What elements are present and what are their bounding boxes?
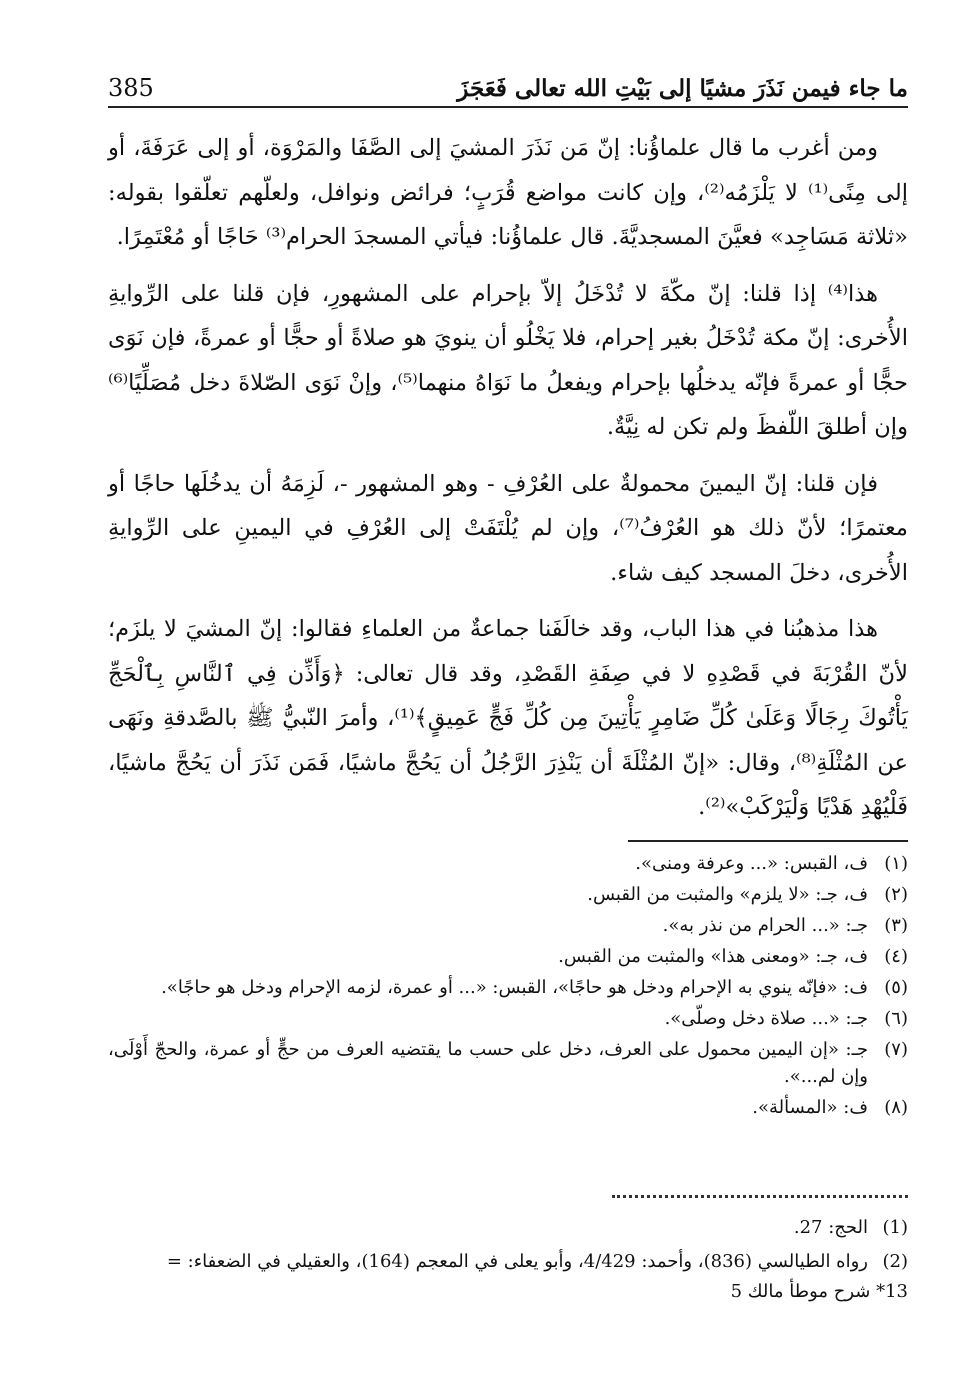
footnote-text: ف: «المسألة». (752, 1097, 868, 1118)
footnote-number: (٢) (884, 884, 908, 905)
paragraph: هذا⁽⁴⁾ إذا قلنا: إنّ مكّةَ لا تُدْخَلُ إلاّ بإحرام على المشهورِ، فإن قلنا على الرِّوايةِ الأُخرى: إنّ مكة تُدْخَلُ بغير إحرام، فلا يَخْلُو أن ينويَ هو صلاةً أو حجًّا أو عمرةً، فإن نَوَى حجًّا أو عمرةً فإنّه يدخلُها بإحرام ويفعلُ ما نَوَاهُ منهما⁽⁵⁾، وإنْ نَوَى الصّلاةَ دخل مُصَلِّيًا⁽⁶⁾ وإن أطلقَ اللّفظَ ولم تكن له نِيَّةٌ. (108, 280, 908, 440)
editor-footnotes (108, 850, 908, 1125)
footnote-number: (1) (882, 1217, 908, 1238)
footnote-number: (٤) (884, 946, 908, 967)
footnote-number: (2) (882, 1251, 908, 1272)
footnote (108, 912, 908, 939)
paragraph: هذا مذهبُنا في هذا الباب، وقد خالَفَنا جماعةٌ من العلماءِ فقالوا: إنّ المشيَ لا يلزَم؛ لأنّ القُرْبَةَ في قَصْدِهِ لا في صِفَةِ القَصْدِ، وقد قال تعالى: ﴿وَأَذِّن فِي ٱلنَّاسِ بِٱلْحَجِّ يَأْتُوكَ رِجَالًا وَعَلَىٰ كُلِّ ضَامِرٍ يَأْتِينَ مِن كُلِّ فَجٍّ عَمِيقٍ﴾⁽¹⁾، وأمرَ النّبيُّ ﷺ بالصَّدقةِ ونَهَى عن المُثْلَةِ⁽⁸⁾، وقال: «إنّ المُثْلَةَ أن يَنْذِرَ الرَّجُلُ أن يَحُجَّ ماشيًا، فَمَن نَذَرَ أن يَحُجَّ ماشيًا، فَلْيُهْدِ هَدْيًا وَلْيَرْكَبْ»⁽²⁾. (108, 616, 909, 820)
footnote-separator (628, 840, 908, 842)
printer-signature: 13* شرح موطأ مالك 5 (730, 1281, 908, 1302)
footnote (108, 1094, 908, 1121)
page-number: 385 (108, 74, 154, 102)
footnote-number: (٦) (884, 1008, 908, 1029)
footnote-text: جـ: «إن اليمين محمول على العرف، دخل على حسب ما يقتضيه العرف من حجٍّ أو عمرة، والحجّ أَوْلَى، وإن لم...». (108, 1039, 868, 1087)
footnote (108, 974, 908, 1001)
footnote-text: جـ: «... الحرام من نذر به». (662, 915, 868, 936)
footnote-text: ف، جـ: «لا يلزم» والمثبت من القبس. (587, 884, 868, 905)
footnote-text: ف: «فإنّه ينوي به الإحرام ودخل هو حاجًا»، القبس: «... أو عمرة، لزمه الإحرام ودخل هو حاجًا». (161, 977, 868, 998)
footnote-text: الحج: 27. (793, 1217, 868, 1238)
main-text (108, 126, 908, 842)
footnote (108, 881, 908, 908)
footnote-text: ف، القبس: «... وعرفة ومنى». (635, 853, 868, 874)
paragraph: فإن قلنا: إنّ اليمينَ محمولةٌ على العُرْفِ - وهو المشهور -، لَزِمَهُ أن يدخُلَها حاجًا أو معتمرًا؛ لأنّ ذلك هو العُرْفُ⁽⁷⁾، وإن لم يُلْتَفَتْ إلى العُرْفِ في اليمينِ على الرِّوايةِ الأُخرى، دخلَ المسجد كيف شاء. (108, 470, 908, 586)
footnote (108, 1036, 908, 1090)
footnote (108, 850, 908, 877)
footnote-text: رواه الطيالسي (836)، وأحمد: 4/429، وأبو يعلى في المعجم (164)، والعقيلي في الضعفاء: = (166, 1251, 868, 1272)
footnote-text: ف، جـ: «ومعنى هذا» والمثبت من القبس. (558, 946, 868, 967)
footnote-number: (٣) (884, 915, 908, 936)
footnote (108, 1248, 908, 1276)
page-header (108, 66, 908, 108)
footnote-number: (١) (884, 853, 908, 874)
running-title: ما جاء فيمن نَذَرَ مشيًا إلى بَيْتِ الله تعالى فَعَجَزَ (457, 75, 908, 102)
footnote-number: (٧) (884, 1039, 908, 1060)
footnote (108, 1005, 908, 1032)
footnote (108, 943, 908, 970)
source-footnotes (108, 1214, 908, 1282)
footnote-text: جـ: «... صلاة دخل وصلّى». (664, 1008, 868, 1029)
paragraph: ومن أغرب ما قال علماؤُنا: إنّ مَن نَذَرَ المشيَ إلى الصَّفَا والمَرْوَة، أو إلى عَرَفَةَ، أو إلى مِنًى⁽¹⁾ لا يَلْزَمُه⁽²⁾، وإن كانت مواضع قُرَبٍ؛ فرائض ونوافل، ولعلّهم تعلّقوا بقوله: «ثلاثة مَسَاجِد» فعيَّنَ المسجديَّةَ. قال علماؤُنا: فيأتي المسجدَ الحرام⁽³⁾ حَاجًا أو مُعْتَمِرًا. (108, 135, 908, 250)
dotted-separator (612, 1195, 908, 1198)
footnote-number: (٨) (884, 1097, 908, 1118)
footnote-number: (٥) (884, 977, 908, 998)
footnote (108, 1214, 908, 1242)
